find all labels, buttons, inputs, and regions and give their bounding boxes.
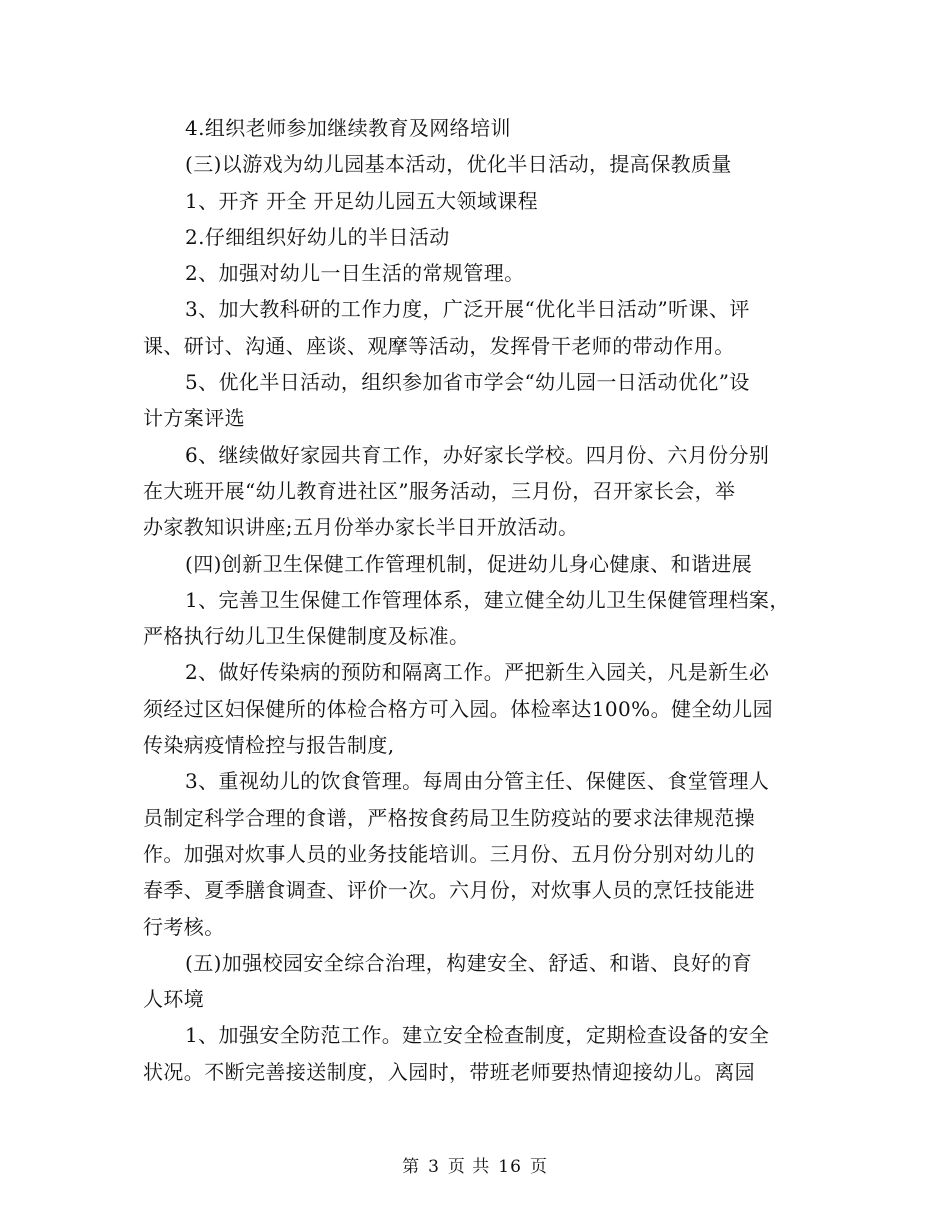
text-line: 员制定科学合理的食谱，严格按食药局卫生防疫站的要求法律规范操: [143, 805, 755, 830]
paragraph: [143, 654, 815, 763]
text-line: 2、做好传染病的预防和隔离工作。严把新生入园关，凡是新生必: [185, 660, 770, 685]
text-line: 2.仔细组织好幼儿的半日活动: [185, 224, 450, 249]
text-line: 3、重视幼儿的饮食管理。每周由分管主任、保健医、食堂管理人: [185, 769, 770, 794]
text-line: 1、加强安全防范工作。建立安全检查制度，定期检查设备的安全: [185, 1023, 770, 1048]
paragraph: [143, 364, 815, 437]
text-line: 严格执行幼儿卫生保健制度及标准。: [143, 624, 470, 649]
paragraph: [143, 437, 815, 546]
text-line: 6、继续做好家园共育工作，办好家长学校。四月份、六月份分别: [185, 442, 770, 467]
text-line: 行考核。: [143, 914, 225, 939]
text-line: (三)以游戏为幼儿园基本活动，优化半日活动，提高保教质量: [185, 152, 732, 177]
text-line: 2、加强对幼儿一日生活的常规管理。: [185, 261, 525, 286]
page-label-prefix: 第: [402, 1157, 421, 1177]
text-line: 1、开齐 开全 开足幼儿园五大领域课程: [185, 188, 539, 213]
paragraph: [143, 219, 815, 255]
paragraph: [143, 1017, 815, 1090]
text-line: 计方案评选: [143, 406, 245, 431]
text-line: 人环境: [143, 987, 205, 1012]
paragraph: [143, 110, 815, 146]
paragraph: [143, 255, 815, 291]
paragraph: [143, 582, 815, 655]
text-line: 办家教知识讲座;五月份举办家长半日开放活动。: [143, 515, 579, 540]
section-heading: [143, 546, 815, 582]
section-heading: [143, 945, 815, 1018]
text-line: 课、研讨、沟通、座谈、观摩等活动，发挥骨干老师的带动作用。: [143, 333, 735, 358]
text-line: 状况。不断完善接送制度，入园时，带班老师要热情迎接幼儿。离园: [143, 1059, 755, 1084]
paragraph: [143, 763, 815, 944]
text-line: 在大班开展“幼儿教育进社区”服务活动，三月份，召开家长会，举: [143, 478, 736, 503]
text-line: 须经过区妇保健所的体检合格方可入园。体检率达100%。健全幼儿园: [143, 696, 773, 721]
text-line: 1、完善卫生保健工作管理体系，建立健全幼儿卫生保健管理档案，: [185, 587, 790, 612]
text-line: 春季、夏季膳食调查、评价一次。六月份，对炊事人员的烹饪技能进: [143, 878, 755, 903]
paragraph: [143, 183, 815, 219]
paragraph: [143, 291, 815, 364]
text-line: 5、优化半日活动，组织参加省市学会“幼儿园一日活动优化”设: [185, 370, 750, 395]
current-page-number: 3: [428, 1157, 440, 1177]
total-pages-number: 16: [498, 1157, 522, 1177]
page-label-suffix: 页: [529, 1157, 548, 1177]
page-label-mid: 页 共: [447, 1157, 491, 1177]
section-heading: [143, 146, 815, 182]
text-line: 作。加强对炊事人员的业务技能培训。三月份、五月份分别对幼儿的: [143, 841, 755, 866]
document-body: [143, 110, 815, 1090]
text-line: (四)创新卫生保健工作管理机制，促进幼儿身心健康、和谐进展: [185, 551, 753, 576]
text-line: 4.组织老师参加继续教育及网络培训: [185, 116, 511, 140]
text-line: 3、加大教科研的工作力度，广泛开展“优化半日活动”听课、评: [185, 297, 750, 322]
text-line: 传染病疫情检控与报告制度,: [143, 733, 395, 758]
text-line: (五)加强校园安全综合治理，构建安全、舒适、和谐、良好的育: [185, 950, 753, 975]
page-footer: [0, 1152, 950, 1177]
